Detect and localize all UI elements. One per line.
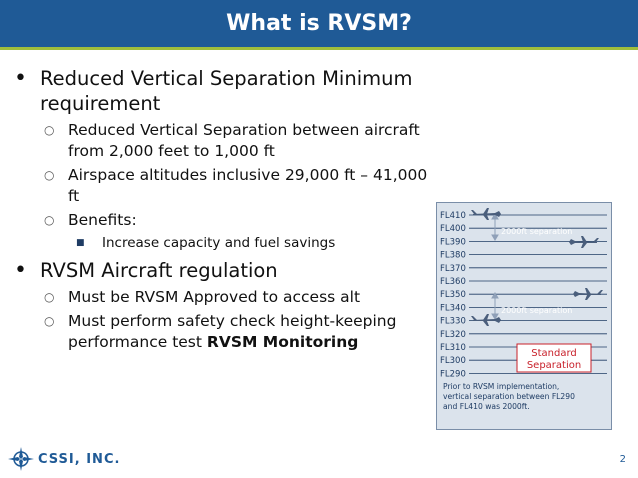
flight-level-label: FL380 — [440, 250, 466, 261]
flight-level-label: FL300 — [440, 356, 466, 367]
figure-caption-line: vertical separation between FL290 — [443, 392, 575, 401]
figure-caption-line: Prior to RVSM implementation, — [443, 382, 560, 391]
square-bullet-icon: ■ — [76, 238, 85, 248]
separation-arrow-icon — [492, 293, 498, 319]
flight-level-label: FL340 — [440, 303, 466, 314]
airplane-icon — [573, 288, 603, 300]
bullet-level1 — [14, 258, 434, 283]
bullet-list — [14, 66, 434, 356]
slide-title: What is RVSM? — [226, 11, 412, 36]
page-number: 2 — [619, 454, 626, 465]
flight-level-label: FL370 — [440, 263, 466, 274]
rvsm-diagram — [436, 202, 612, 430]
hollow-circle-icon: ○ — [44, 290, 55, 304]
bullet-level2 — [44, 165, 434, 207]
bullet-text: Airspace altitudes inclusive 29,000 ft – 41,000 ft — [68, 166, 428, 205]
airplane-icon — [569, 236, 599, 248]
hollow-circle-icon: ○ — [44, 314, 55, 328]
flight-level-label: FL360 — [440, 277, 466, 287]
bullet-text: Benefits: — [68, 211, 137, 229]
bullet-dot-icon: • — [14, 258, 27, 283]
bullet-text: Reduced Vertical Separation Minimum requirement — [40, 67, 413, 115]
flight-level-label: FL350 — [440, 290, 466, 301]
company-logo — [8, 447, 120, 471]
bullet-text: Must be RVSM Approved to access alt — [68, 288, 361, 306]
bullet-level2 — [44, 311, 434, 353]
flight-level-label: FL400 — [440, 224, 466, 235]
compass-icon — [8, 447, 34, 471]
bullet-dot-icon: • — [14, 66, 27, 91]
flight-level-label: FL290 — [440, 369, 466, 380]
bullet-text-plain: Must perform safety check height-keeping performance test — [68, 312, 397, 351]
bullet-level2 — [44, 120, 434, 162]
bullet-level3 — [76, 234, 434, 252]
hollow-circle-icon: ○ — [44, 213, 55, 227]
flight-level-label: FL310 — [440, 343, 466, 353]
bullet-level2 — [44, 210, 434, 231]
flight-level-label: FL320 — [440, 329, 466, 340]
hollow-circle-icon: ○ — [44, 168, 55, 182]
separation-label: 2000ft separation — [501, 306, 573, 315]
bullet-level2 — [44, 287, 434, 308]
bullet-text-bold: RVSM Monitoring — [206, 333, 359, 351]
bullet-text — [68, 311, 434, 353]
bullet-text: Reduced Vertical Separation between aircraft from 2,000 feet to 1,000 ft — [68, 121, 420, 160]
flight-level-label: FL390 — [440, 237, 466, 248]
standard-separation-label: Separation — [526, 360, 582, 371]
flight-level-label: FL330 — [440, 316, 466, 327]
bullet-text: Increase capacity and fuel savings — [102, 235, 336, 251]
logo-text: CSSI, INC. — [38, 451, 121, 467]
standard-separation-label: Standard — [531, 348, 577, 359]
bullet-level1 — [14, 66, 434, 116]
hollow-circle-icon: ○ — [44, 123, 55, 137]
title-bar — [0, 0, 638, 50]
separation-arrow-icon — [492, 214, 498, 240]
bullet-text: RVSM Aircraft regulation — [40, 259, 278, 282]
flight-level-label: FL410 — [440, 211, 466, 221]
separation-label: 2000ft separation — [501, 227, 573, 236]
rvsm-diagram-svg — [437, 203, 611, 429]
figure-caption-line: and FL410 was 2000ft. — [443, 402, 530, 411]
